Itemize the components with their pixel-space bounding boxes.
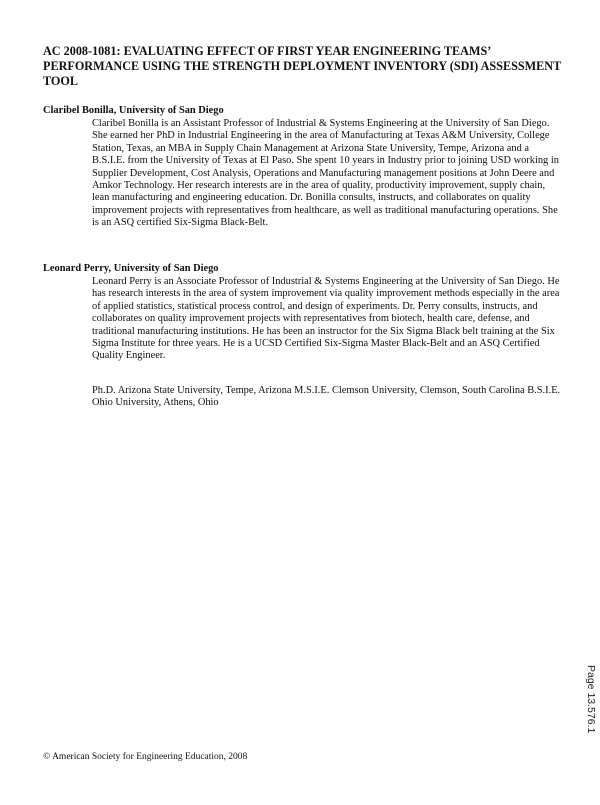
author-name-perry: Leonard Perry, University of San Diego (43, 263, 219, 274)
author-education-perry: Ph.D. Arizona State University, Tempe, Arizona M.S.I.E. Clemson University, Clemson, South Carolina B.S.I.E. Ohio University, Athens, Ohio (92, 385, 561, 409)
author-bio-perry: Leonard Perry is an Associate Professor of Industrial & Systems Engineering at the University of San Diego. He has research interests in the area of system improvement via quality improvement methods especially in the area of applied statistics, statistical process control, and design of experiments. Dr. Perry consults, instructs, and collaborates on quality improvement projects with representatives from biotech, health care, defense, and traditional manufacturing institutions. He has been an instructor for the Six Sigma Black belt training at the Six Sigma Institute for three years. He is a UCSD Certified Six-Sigma Master Black-Belt and an ASQ Certified Quality Engineer. (92, 276, 560, 362)
author-bio-bonilla: Claribel Bonilla is an Assistant Professor of Industrial & Systems Engineering at the University of San Diego. She earned her PhD in Industrial Engineering in the area of Manufacturing at Texas A&M University, College Station, Texas, an MBA in Supply Chain Management at Arizona State University, Tempe, Arizona and a B.S.I.E. from the University of Texas at El Paso. She spent 10 years in Industry prior to joining USD working in Supplier Development, Cost Analysis, Operations and Manufacturing management positions at John Deere and Amkor Technology. Her research interests are in the area of quality, productivity improvement, supply chain, lean manufacturing and engineering education. Dr. Bonilla consults, instructs, and collaborates on quality improvement projects with representatives from healthcare, as well as traditional manufacturing operations. She is an ASQ certified Six-Sigma Black-Belt. (92, 118, 559, 229)
page-number: Page 13.576.1 (585, 665, 597, 734)
copyright-footer: © American Society for Engineering Education, 2008 (43, 752, 248, 762)
paper-title: AC 2008-1081: EVALUATING EFFECT OF FIRST YEAR ENGINEERING TEAMS’ PERFORMANCE USING THE STRENGTH DEPLOYMENT INVENTORY (SDI) ASSESSMENT TOOL (43, 44, 561, 88)
author-name-bonilla: Claribel Bonilla, University of San Diego (43, 105, 224, 116)
